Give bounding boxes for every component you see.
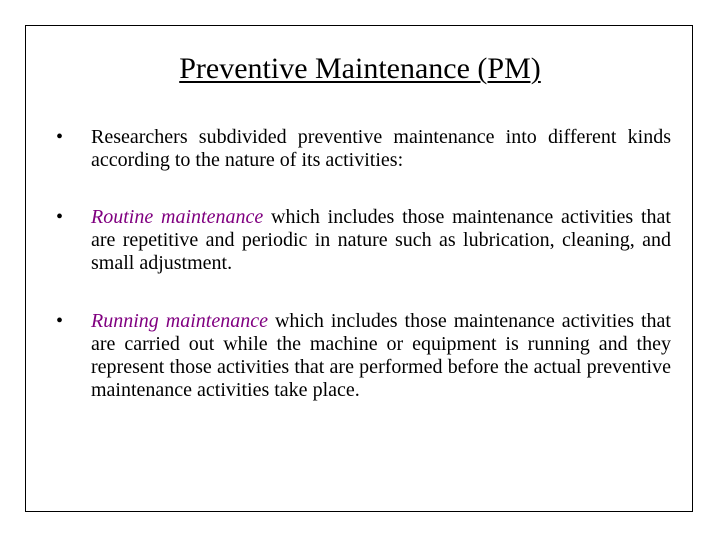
bullet-text <box>91 126 671 172</box>
bullet-body-text: which includes those maintenance activities that are carried out while the machine or equipment is running and they represent those activities that are performed before the actual preventive maintenance activities take place. <box>91 310 671 401</box>
bullet-marker: • <box>56 206 64 228</box>
bullet-marker: • <box>56 126 64 148</box>
bullet-term: Routine maintenance <box>91 206 264 228</box>
bullet-marker: • <box>56 310 64 332</box>
bullet-body-text: which includes those maintenance activities that are repetitive and periodic in nature such as lubrication, cleaning, and small adjustment. <box>91 206 671 274</box>
bullet-text <box>91 206 671 275</box>
bullet-term: Running maintenance <box>91 310 268 332</box>
bullet-body-text: Researchers subdivided preventive maintenance into different kinds according to the nature of its activities: <box>91 126 671 171</box>
slide-title-text: Preventive Maintenance (PM) <box>179 52 541 85</box>
bullet-text <box>91 310 671 402</box>
